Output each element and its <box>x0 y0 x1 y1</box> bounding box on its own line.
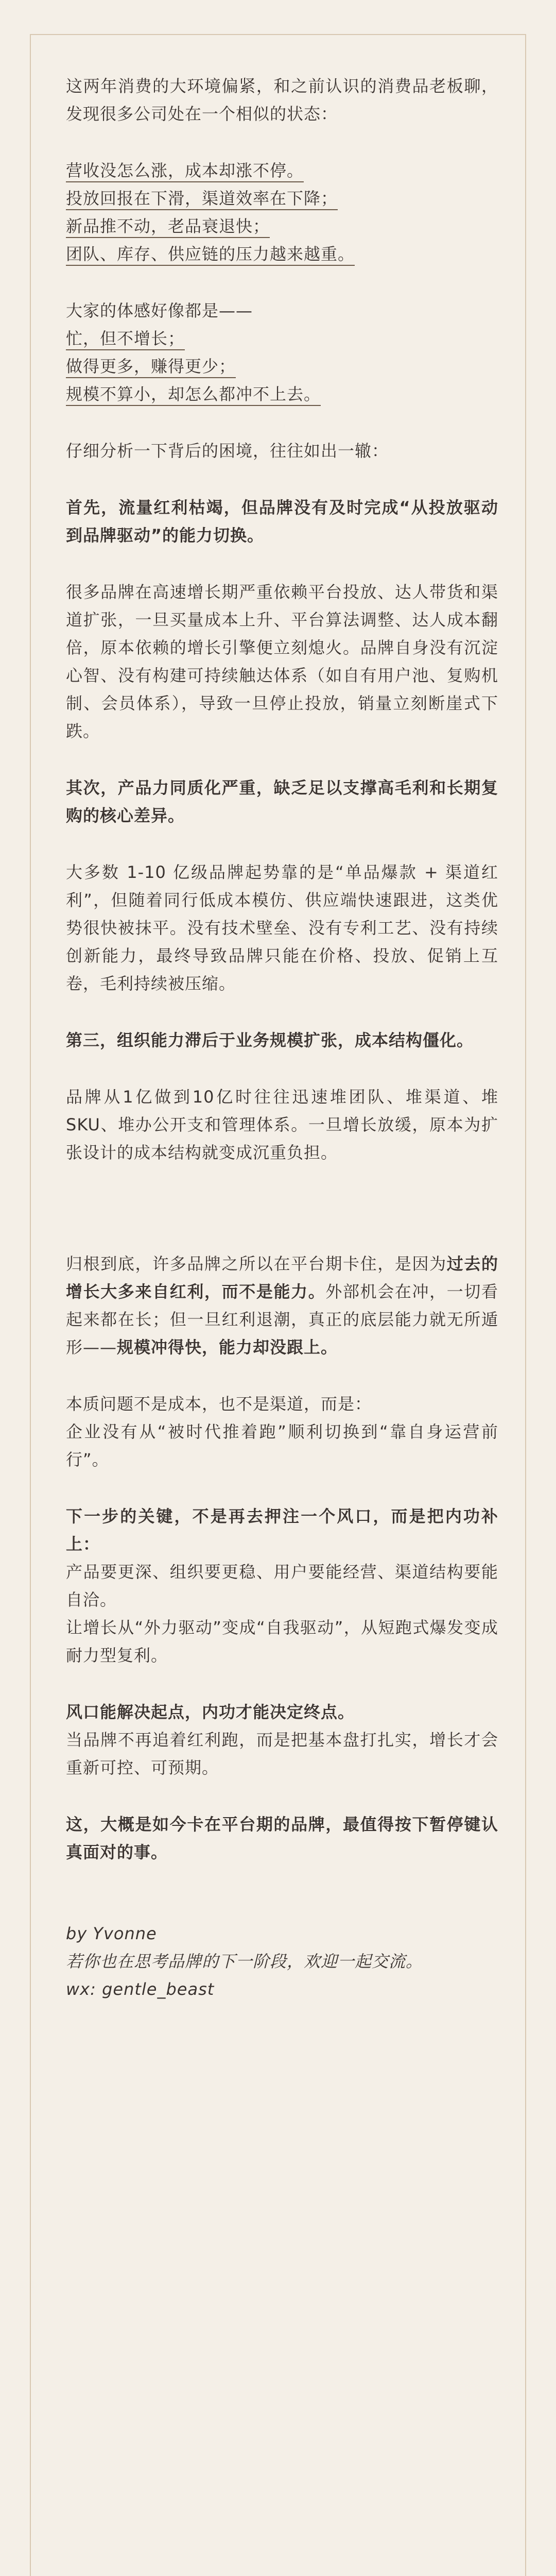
signature-invite: 若你也在思考品牌的下一阶段，欢迎一起交流。 <box>66 1952 423 1971</box>
feelings-group <box>66 297 498 408</box>
essence-line-1: 本质问题不是成本，也不是渠道，而是： <box>66 1394 372 1414</box>
analysis-intro: 仔细分析一下背后的困境，往往如出一辙： <box>66 441 389 461</box>
signature-wechat: wx: gentle_beast <box>66 1979 215 1999</box>
point2-title: 其次，产品力同质化严重，缺乏足以支撑高毛利和长期复购的核心差异。 <box>66 778 498 825</box>
root-bold-2: 规模冲得快，能力却没跟上。 <box>117 1337 338 1357</box>
feeling-intro: 大家的体感好像都是—— <box>66 301 253 320</box>
next-step-title: 下一步的关键，不是再去押注一个风口，而是把内功补上： <box>66 1506 498 1554</box>
states-list <box>66 157 498 268</box>
feeling-item: 忙，但不增长； <box>66 325 498 352</box>
next-step-line-2: 让增长从“外力驱动”变成“自我驱动”，从短跑式爆发变成耐力型复利。 <box>66 1618 498 1665</box>
next-step-group <box>66 1502 498 1669</box>
wind-group <box>66 1698 498 1782</box>
next-step-line-1: 产品要更深、组织要更稳、用户要能经营、渠道结构要能自洽。 <box>66 1562 498 1609</box>
root-bold-1: 过去的增长大多来自红利，而不是能力。 <box>66 1254 498 1301</box>
feeling-item: 规模不算小，却怎么都冲不上去。 <box>66 380 498 408</box>
state-item: 投放回报在下滑，渠道效率在下降； <box>66 184 498 212</box>
closing-paragraph: 这，大概是如今卡在平台期的品牌，最值得按下暂停键认真面对的事。 <box>66 1815 498 1862</box>
signature-spacer <box>66 1895 498 1920</box>
wind-title: 风口能解决起点，内功才能决定终点。 <box>66 1702 355 1722</box>
essence-group <box>66 1390 498 1473</box>
root-cause-paragraph: 归根到底，许多品牌之所以在平台期卡住，是因为过去的增长大多来自红利，而不是能力。外部机会在冲，一切看起来都在长；但一旦红利退潮，真正的底层能力就无所遁形——规模冲得快，能力却没跟上。 <box>66 1254 498 1357</box>
essence-line-2: 企业没有从“被时代推着跑”顺利切换到“靠自身运营前行”。 <box>66 1422 498 1469</box>
intro-paragraph: 这两年消费的大环境偏紧，和之前认识的消费品老板聊，发现很多公司处在一个相似的状态： <box>66 76 498 124</box>
state-item: 新品推不动，老品衰退快； <box>66 212 498 240</box>
section-spacer <box>66 1195 498 1250</box>
signature-author: by Yvonne <box>66 1924 157 1943</box>
point2-body: 大多数 1-10 亿级品牌起势靠的是“单品爆款 + 渠道红利”，但随着同行低成本模仿、供应端快速跟进，这类优势很快被抹平。没有技术壁垒、没有专利工艺、没有持续创新能力，最终导致品牌只能在价格、投放、促销上互卷，毛利持续被压缩。 <box>66 862 498 993</box>
feeling-item: 做得更多，赚得更少； <box>66 352 498 380</box>
point1-body: 很多品牌在高速增长期严重依赖平台投放、达人带货和渠道扩张，一旦买量成本上升、平台算法调整、达人成本翻倍，原本依赖的增长引擎便立刻熄火。品牌自身没有沉淀心智、没有构建可持续触达体系（如自有用户池、复购机制、会员体系），导致一旦停止投放，销量立刻断崖式下跌。 <box>66 582 498 741</box>
wind-body: 当品牌不再追着红利跑，而是把基本盘打扎实，增长才会重新可控、可预期。 <box>66 1730 498 1777</box>
state-item: 营收没怎么涨，成本却涨不停。 <box>66 157 498 184</box>
point3-body: 品牌从1亿做到10亿时往往迅速堆团队、堆渠道、堆SKU、堆办公开支和管理体系。一旦增长放缓，原本为扩张设计的成本结构就变成沉重负担。 <box>66 1087 498 1162</box>
point3-title: 第三，组织能力滞后于业务规模扩张，成本结构僵化。 <box>66 1030 474 1050</box>
point1-title: 首先，流量红利枯竭，但品牌没有及时完成“从投放驱动到品牌驱动”的能力切换。 <box>66 498 498 545</box>
state-item: 团队、库存、供应链的压力越来越重。 <box>66 240 498 268</box>
article-body <box>66 72 498 2003</box>
signature-block <box>66 1920 498 2003</box>
